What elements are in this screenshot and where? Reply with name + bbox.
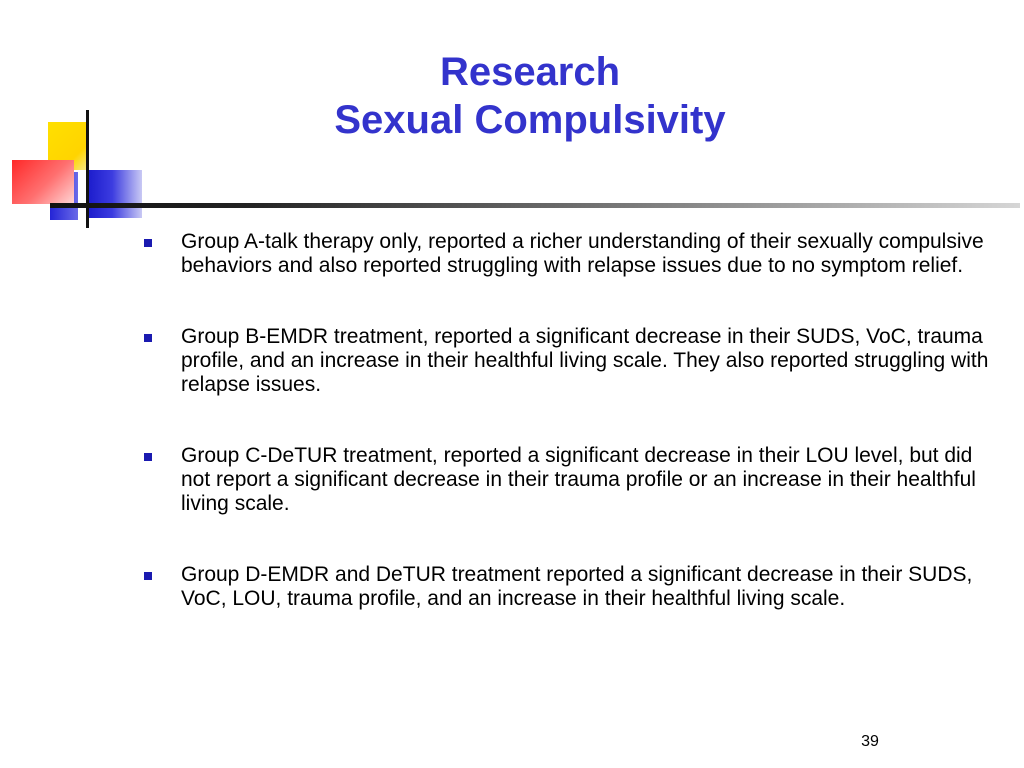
page-number: 39: [861, 733, 879, 750]
bullet-text: Group A-talk therapy only, reported a richer understanding of their sexually compulsive behaviors and also reported struggling with relapse issues due to no symptom relief.: [181, 230, 984, 277]
square-bullet-icon: [144, 334, 152, 342]
square-bullet-icon: [144, 453, 152, 461]
blue-square-decoration: [88, 170, 142, 218]
bullet-item: [140, 325, 1000, 397]
bullet-text: Group D-EMDR and DeTUR treatment reported a significant decrease in their SUDS, VoC, LOU, trauma profile, and an increase in their healthful living scale.: [181, 563, 973, 610]
bullet-list: [140, 230, 1000, 658]
bullet-item: [140, 230, 1000, 278]
title-line-research: Research: [439, 50, 621, 94]
bullet-item: [140, 444, 1000, 516]
slide-title: [140, 48, 920, 144]
vertical-line-decoration: [86, 110, 89, 228]
title-line-subtitle: Sexual Compulsivity: [334, 98, 726, 142]
square-bullet-icon: [144, 572, 152, 580]
bullet-item: [140, 563, 1000, 611]
square-bullet-icon: [144, 239, 152, 247]
red-square-decoration: [12, 160, 74, 204]
bullet-text: Group B-EMDR treatment, reported a significant decrease in their SUDS, VoC, trauma profile, and an increase in their healthful living scale. They also reported struggling with relapse issues.: [181, 325, 989, 396]
title-divider-line: [50, 203, 1020, 208]
bullet-text: Group C-DeTUR treatment, reported a significant decrease in their LOU level, but did not report a significant decrease in their trauma profile or an increase in their healthful living scale.: [181, 444, 976, 515]
